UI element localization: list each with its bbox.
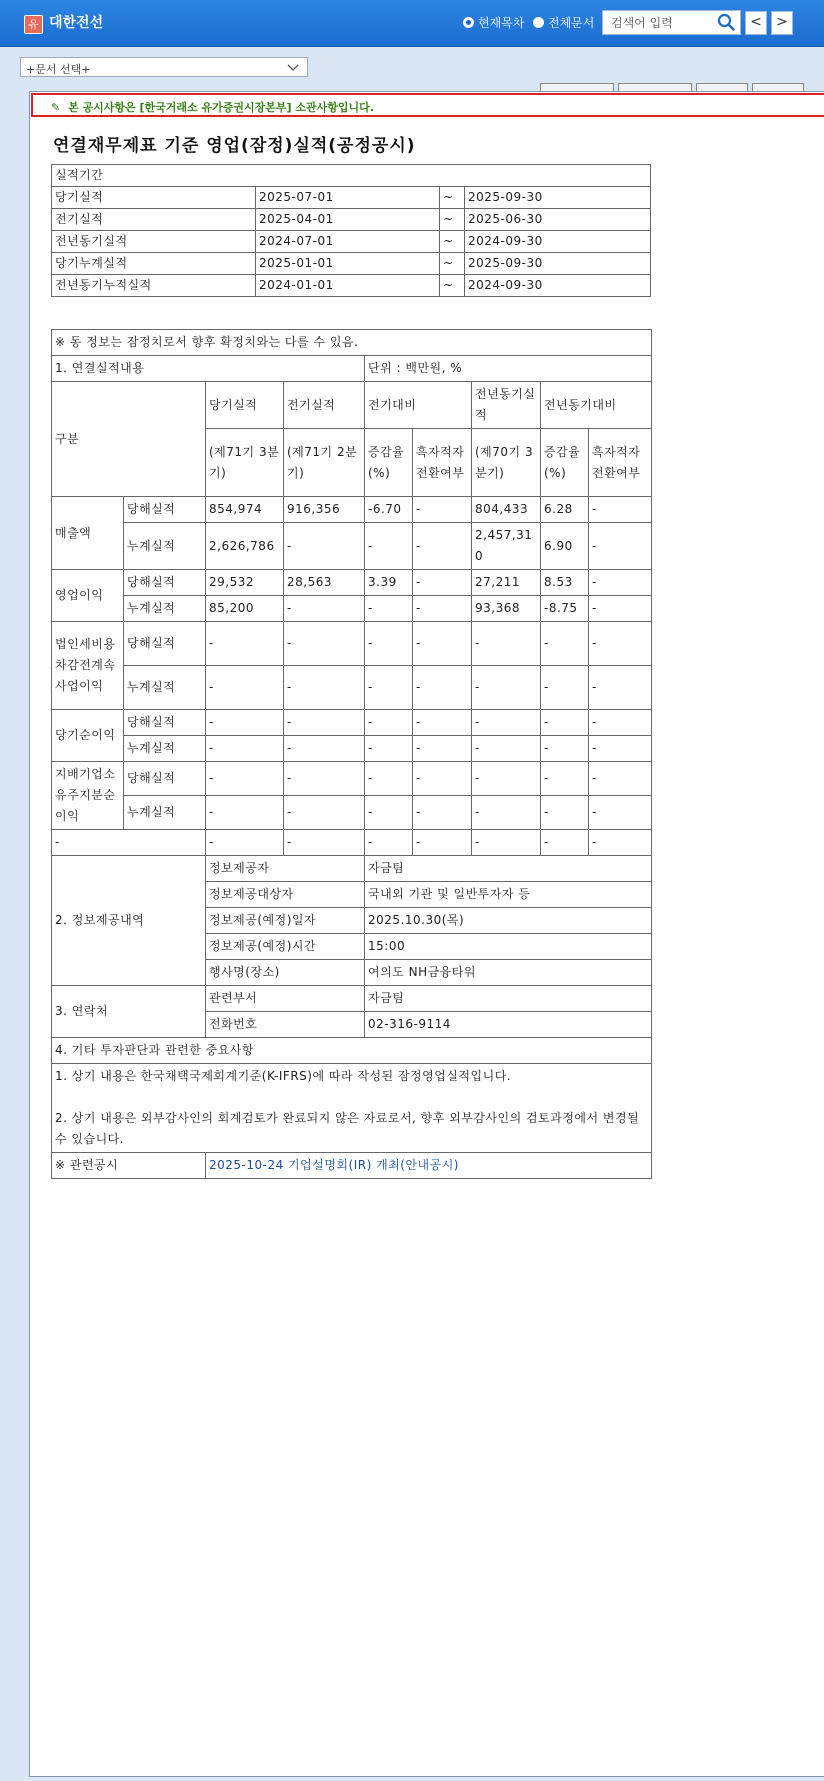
- cell: -: [472, 710, 541, 736]
- table-row: [52, 762, 652, 796]
- period-to: 2025-06-30: [465, 209, 651, 231]
- radio-all-docs[interactable]: [533, 14, 594, 31]
- cell: 8.53: [541, 570, 589, 596]
- cell: -: [365, 523, 413, 570]
- search-icon[interactable]: [717, 13, 735, 31]
- cell: -: [365, 710, 413, 736]
- cell: -: [472, 666, 541, 710]
- cell: -6.70: [365, 497, 413, 523]
- cell: -: [589, 796, 652, 830]
- column-header: 전기대비: [365, 382, 472, 429]
- cell: -: [589, 736, 652, 762]
- cell: 28,563: [284, 570, 365, 596]
- cell: -: [284, 622, 365, 666]
- info-value: 자금팀: [365, 856, 652, 882]
- cell: 6.28: [541, 497, 589, 523]
- cell: -: [541, 736, 589, 762]
- period-table: [51, 164, 651, 297]
- cell: -: [541, 710, 589, 736]
- info-value: 여의도 NH금융타워: [365, 960, 652, 986]
- column-subheader: (제70기 3분기): [472, 429, 541, 497]
- info-value: 15:00: [365, 934, 652, 960]
- cell: -: [541, 830, 589, 856]
- row-group-label: 매출액: [52, 497, 124, 570]
- cell: -: [589, 710, 652, 736]
- radio-all-label: 전체문서: [548, 16, 595, 30]
- radio-current-toc[interactable]: [463, 14, 524, 31]
- table-row: [52, 796, 652, 830]
- row-type: 당해실적: [124, 710, 206, 736]
- cell: -: [206, 762, 284, 796]
- table-row: [52, 275, 651, 297]
- row-group-label: 당기순이익: [52, 710, 124, 762]
- row-type: 당해실적: [124, 497, 206, 523]
- search-input[interactable]: 검색어 입력: [602, 10, 741, 35]
- period-label: 당기실적: [52, 187, 256, 209]
- cell: -: [365, 796, 413, 830]
- cell: -: [413, 596, 472, 622]
- cell: 3.39: [365, 570, 413, 596]
- info-key: 정보제공(예정)시간: [206, 934, 365, 960]
- cell: -: [365, 762, 413, 796]
- cell: -: [541, 666, 589, 710]
- info-value: 2025.10.30(목): [365, 908, 652, 934]
- cell: 916,356: [284, 497, 365, 523]
- info-value: 국내외 기관 및 일반투자자 등: [365, 882, 652, 908]
- column-header: 전년동기대비: [541, 382, 652, 429]
- cell: -: [472, 736, 541, 762]
- cell: -: [472, 622, 541, 666]
- document-select-label: +문서 선택+: [26, 63, 91, 76]
- note-2: 2. 상기 내용은 외부감사인의 회계검토가 완료되지 않은 자료로서, 향후 외부감사인의 검토과정에서 변경될 수 있습니다.: [55, 1111, 640, 1146]
- cell: -: [472, 762, 541, 796]
- page-title: 연결재무제표 기준 영업(잠정)실적(공정공시): [53, 136, 416, 156]
- period-to: 2025-09-30: [465, 187, 651, 209]
- next-button[interactable]: >: [771, 11, 793, 35]
- row-group-label: 법인세비용차감전계속사업이익: [52, 622, 124, 710]
- cell: -: [206, 796, 284, 830]
- cell: -: [413, 497, 472, 523]
- results-table: [51, 329, 652, 1179]
- section-title: 4. 기타 투자판단과 관련한 중요사항: [52, 1038, 652, 1064]
- note-1: 1. 상기 내용은 한국채택국제회계기준(K-IFRS)에 따라 작성된 잠정영업실적입니다.: [55, 1069, 512, 1083]
- company-logo-icon: 유: [24, 15, 43, 34]
- table-row: [52, 622, 652, 666]
- cell: -: [413, 762, 472, 796]
- period-sep: ~: [440, 187, 465, 209]
- notice-text: 본 공시사항은 [한국거래소 유가증권시장본부] 소관사항입니다.: [68, 101, 374, 114]
- cell: 2,457,310: [472, 523, 541, 570]
- column-header: 전년동기실적: [472, 382, 541, 429]
- cell: -: [472, 830, 541, 856]
- table-row: [52, 497, 652, 523]
- cell: -: [413, 523, 472, 570]
- related-label: ※ 관련공시: [52, 1153, 206, 1179]
- row-type: 누계실적: [124, 796, 206, 830]
- cell: -: [589, 830, 652, 856]
- cell: -: [284, 666, 365, 710]
- chevron-down-icon: [287, 61, 299, 73]
- prev-button[interactable]: <: [745, 11, 767, 35]
- cell: 2,626,786: [206, 523, 284, 570]
- cell: -: [541, 762, 589, 796]
- pen-icon: ✎: [51, 101, 61, 114]
- table-row: [52, 570, 652, 596]
- cell: -: [365, 736, 413, 762]
- radio-current-label: 현재목차: [478, 16, 525, 30]
- cell: -: [589, 570, 652, 596]
- info-key: 정보제공자: [206, 856, 365, 882]
- cell: -: [589, 622, 652, 666]
- period-sep: ~: [440, 275, 465, 297]
- row-type: 당해실적: [124, 762, 206, 796]
- period-from: 2025-01-01: [256, 253, 440, 275]
- cell: -: [589, 762, 652, 796]
- row-type: 당해실적: [124, 570, 206, 596]
- period-label: 전년동기누적실적: [52, 275, 256, 297]
- table-row: [52, 209, 651, 231]
- company-name[interactable]: 대한전선: [49, 15, 104, 31]
- cell: 854,974: [206, 497, 284, 523]
- cell: -: [413, 830, 472, 856]
- column-subheader: 증감율(%): [365, 429, 413, 497]
- row-group-label: 지배기업소유주지분순이익: [52, 762, 124, 830]
- period-label: 전기실적: [52, 209, 256, 231]
- period-from: 2024-01-01: [256, 275, 440, 297]
- table-row: [52, 253, 651, 275]
- cell: -: [284, 796, 365, 830]
- contact-value: 02-316-9114: [365, 1012, 652, 1038]
- cell: -: [413, 736, 472, 762]
- period-label: 전년동기실적: [52, 231, 256, 253]
- info-key: 행사명(장소): [206, 960, 365, 986]
- cell: -: [52, 830, 206, 856]
- cell: 29,532: [206, 570, 284, 596]
- column-subheader: (제71기 3분기): [206, 429, 284, 497]
- cell: -: [541, 796, 589, 830]
- cell: -8.75: [541, 596, 589, 622]
- table-row: [52, 187, 651, 209]
- cell: -: [365, 666, 413, 710]
- cell: 27,211: [472, 570, 541, 596]
- cell: -: [413, 710, 472, 736]
- period-to: 2024-09-30: [465, 275, 651, 297]
- cell: -: [589, 497, 652, 523]
- row-type: 누계실적: [124, 523, 206, 570]
- category-header: 구분: [52, 382, 206, 497]
- cell: -: [206, 830, 284, 856]
- row-type: 당해실적: [124, 622, 206, 666]
- column-header: 당기실적: [206, 382, 284, 429]
- column-subheader: 증감율(%): [541, 429, 589, 497]
- radio-on-icon[interactable]: [463, 17, 474, 28]
- cell: -: [206, 622, 284, 666]
- column-subheader: 흑자적자전환여부: [413, 429, 472, 497]
- notes-cell: [52, 1064, 652, 1153]
- row-group-label: 영업이익: [52, 570, 124, 622]
- contact-value: 자금팀: [365, 986, 652, 1012]
- cell: -: [365, 622, 413, 666]
- cell: -: [284, 830, 365, 856]
- document-select[interactable]: [20, 57, 308, 77]
- row-type: 누계실적: [124, 666, 206, 710]
- cell: 6.90: [541, 523, 589, 570]
- table-row: [52, 830, 652, 856]
- cell: -: [472, 796, 541, 830]
- section-title: 1. 연결실적내용: [52, 356, 365, 382]
- cell: -: [284, 596, 365, 622]
- cell: -: [589, 596, 652, 622]
- cell: -: [206, 666, 284, 710]
- period-from: 2025-04-01: [256, 209, 440, 231]
- cell: 93,368: [472, 596, 541, 622]
- provisional-notice: ※ 동 정보는 잠정치로서 향후 확정치와는 다를 수 있음.: [52, 330, 652, 356]
- cell: -: [206, 736, 284, 762]
- cell: -: [284, 762, 365, 796]
- period-sep: ~: [440, 253, 465, 275]
- period-to: 2025-09-30: [465, 253, 651, 275]
- section-title: 2. 정보제공내역: [52, 856, 206, 986]
- cell: -: [413, 666, 472, 710]
- period-sep: ~: [440, 231, 465, 253]
- period-from: 2024-07-01: [256, 231, 440, 253]
- cell: -: [284, 523, 365, 570]
- table-row: [52, 231, 651, 253]
- cell: -: [206, 710, 284, 736]
- cell: 85,200: [206, 596, 284, 622]
- cell: -: [589, 666, 652, 710]
- period-header: 실적기간: [52, 165, 651, 187]
- section-title: 3. 연락처: [52, 986, 206, 1038]
- info-key: 정보제공(예정)일자: [206, 908, 365, 934]
- row-type: 누계실적: [124, 736, 206, 762]
- period-sep: ~: [440, 209, 465, 231]
- cell: -: [589, 523, 652, 570]
- table-row: [52, 666, 652, 710]
- row-type: 누계실적: [124, 596, 206, 622]
- jurisdiction-notice: [31, 93, 824, 117]
- table-row: [52, 736, 652, 762]
- cell: -: [284, 710, 365, 736]
- period-to: 2024-09-30: [465, 231, 651, 253]
- column-subheader: 흑자적자전환여부: [589, 429, 652, 497]
- cell: -: [284, 736, 365, 762]
- radio-off-icon[interactable]: [533, 17, 544, 28]
- unit-label: 단위 : 백만원, %: [365, 356, 652, 382]
- cell: -: [413, 622, 472, 666]
- table-row: [52, 596, 652, 622]
- column-header: 전기실적: [284, 382, 365, 429]
- related-disclosure-link[interactable]: 2025-10-24 기업설명회(IR) 개최(안내공시): [206, 1153, 652, 1179]
- contact-key: 관련부서: [206, 986, 365, 1012]
- cell: -: [541, 622, 589, 666]
- info-key: 정보제공대상자: [206, 882, 365, 908]
- top-bar: [0, 0, 824, 47]
- contact-key: 전화번호: [206, 1012, 365, 1038]
- cell: 804,433: [472, 497, 541, 523]
- cell: -: [365, 830, 413, 856]
- cell: -: [365, 596, 413, 622]
- period-from: 2025-07-01: [256, 187, 440, 209]
- cell: -: [413, 796, 472, 830]
- column-subheader: (제71기 2분기): [284, 429, 365, 497]
- table-row: [52, 523, 652, 570]
- table-row: [52, 710, 652, 736]
- cell: -: [413, 570, 472, 596]
- period-label: 당기누계실적: [52, 253, 256, 275]
